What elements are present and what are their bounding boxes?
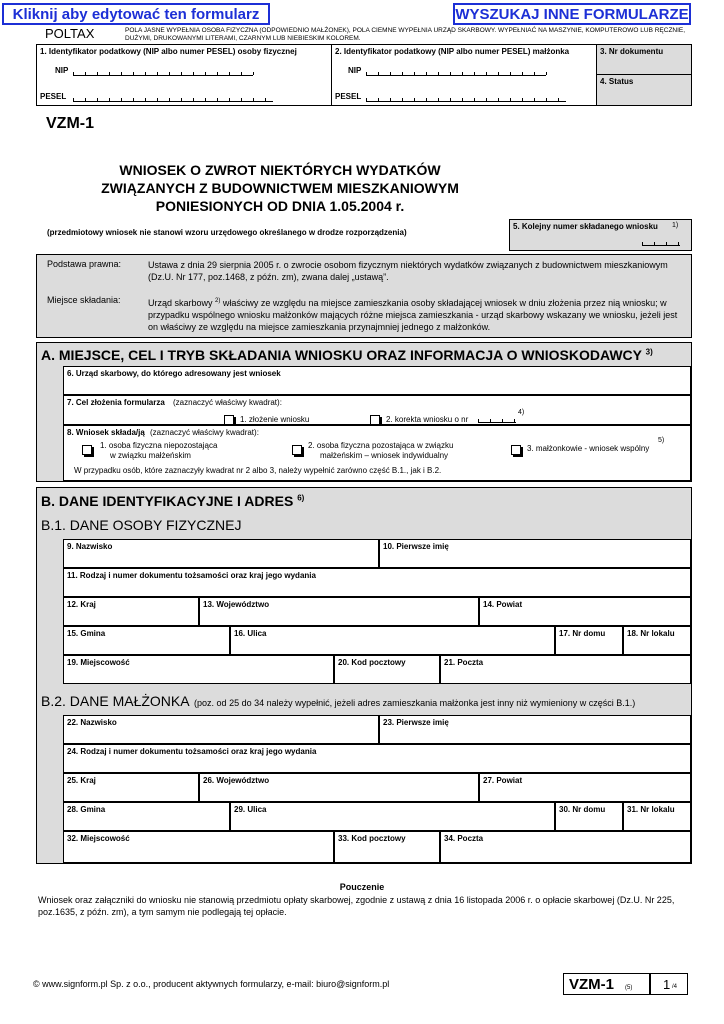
field-4-label: 4. Status: [600, 77, 634, 86]
field-28-label: 28. Gmina: [67, 805, 106, 814]
field-24-label: 24. Rodzaj i numer dokumentu tożsamości oraz kraj jego wydania: [67, 747, 317, 756]
comb-tick: [145, 72, 146, 75]
field-18-label: 18. Nr lokalu: [627, 629, 675, 638]
notice-text: Wniosek oraz załączniki do wniosku nie stanowią przedmiotu opłaty skarbowej, zgodnie z ustawą z dnia 16 listopada 2006 r. o opłacie skarbowej (Dz.U. Nr 225, poz.1635, z późn. zm), a tym samym nie podlegają tej opłacie.: [38, 895, 675, 917]
footer-code: VZM-1: [569, 976, 614, 993]
legal-basis-text: Ustawa z dnia 29 sierpnia 2005 r. o zwrocie osobom fizycznym niektórych wydatków związanych z budownictwem mieszkaniowym (Dz.U. Nr 177, poz.1468, z późn. zm), zwana dalej „ustawą”.: [148, 260, 668, 282]
field-26-cell[interactable]: [199, 773, 479, 802]
field-17-label: 17. Nr domu: [559, 629, 606, 638]
form-title: [60, 161, 500, 215]
field-12-cell[interactable]: [63, 597, 199, 626]
comb-tick: [654, 242, 655, 245]
comb-tick: [133, 72, 134, 75]
field-13-cell[interactable]: [199, 597, 479, 626]
field-30-cell[interactable]: [555, 802, 623, 831]
field-8-sup: 5): [658, 437, 665, 444]
place-sup: 2): [215, 298, 221, 304]
field-8-opt1-label: [100, 441, 217, 461]
field-8-opt1-checkbox[interactable]: [82, 441, 92, 459]
comb-tick: [678, 242, 679, 245]
pesel-input-2[interactable]: [366, 96, 566, 102]
field-18-cell[interactable]: [623, 626, 691, 655]
form-code: VZM-1: [46, 115, 94, 132]
search-forms-button[interactable]: WYSZUKAJ INNE FORMULARZE: [453, 3, 691, 25]
comb-tick: [73, 72, 74, 75]
field-33-cell[interactable]: [334, 831, 440, 863]
nip-label-2: NIP: [348, 66, 362, 75]
section-b-sup: 6): [297, 493, 305, 503]
field-5-sup: 1): [672, 222, 679, 229]
field-32-cell[interactable]: [63, 831, 334, 863]
field-16-label: 16. Ulica: [234, 629, 267, 638]
comb-tick: [514, 419, 515, 422]
section-b-title: [41, 493, 304, 509]
edit-form-button[interactable]: Kliknij aby edytować ten formularz: [2, 3, 270, 25]
comb-tick: [241, 98, 242, 101]
section-b2-title-text: B.2. DANE MAŁŻONKA: [41, 693, 190, 709]
field-8-opt2-line2: małżeńskim – wniosek indywidualny: [320, 451, 449, 460]
comb-tick: [205, 72, 206, 75]
section-a-title-text: A. MIEJSCE, CEL I TRYB SKŁADANIA WNIOSKU ORAZ INFORMACJA O WNIOSKODAWCY: [41, 347, 642, 363]
field-29-label: 29. Ulica: [234, 805, 267, 814]
field-25-cell[interactable]: [63, 773, 199, 802]
footer-copyright: © www.signform.pl Sp. z o.o., producent aktywnych formularzy, e-mail: biuro@signform.pl: [33, 979, 390, 989]
field-9-cell[interactable]: [63, 539, 379, 568]
field-8-cell: [63, 425, 691, 481]
field-31-cell[interactable]: [623, 802, 691, 831]
field-20-label: 20. Kod pocztowy: [338, 658, 406, 667]
field-7-cell: [63, 395, 691, 425]
field-5-label: 5. Kolejny numer składanego wniosku: [513, 222, 658, 231]
footer-code-box: [563, 973, 650, 995]
field-22-label: 22. Nazwisko: [67, 718, 117, 727]
comb-tick: [157, 72, 158, 75]
field-32-label: 32. Miejscowość: [67, 834, 130, 843]
comb-tick: [498, 98, 499, 101]
field-9-label: 9. Nazwisko: [67, 542, 113, 551]
field-17-cell[interactable]: [555, 626, 623, 655]
section-a-title: [41, 347, 653, 363]
place-label: Miejsce składania:: [47, 295, 121, 305]
pesel-label-2: PESEL: [335, 92, 362, 101]
field-15-label: 15. Gmina: [67, 629, 106, 638]
comb-tick: [478, 419, 479, 422]
field-8-opt1-line1: 1. osoba fizyczna niepozostająca: [100, 441, 218, 450]
comb-tick: [438, 98, 439, 101]
field-23-label: 23. Pierwsze imię: [383, 718, 449, 727]
section-b-title-text: B. DANE IDENTYFIKACYJNE I ADRES: [41, 493, 294, 509]
field-5-input[interactable]: [642, 240, 680, 246]
field-30-label: 30. Nr domu: [559, 805, 606, 814]
field-14-label: 14. Powiat: [483, 600, 523, 609]
legal-block: [36, 254, 692, 338]
field-8-note: W przypadku osób, które zaznaczyły kwadrat nr 2 albo 3, należy wypełnić zarówno część B.1., jak i B.2.: [74, 466, 442, 475]
field-8-opt3-label: 3. małżonkowie - wniosek wspólny: [527, 444, 650, 453]
comb-tick: [217, 98, 218, 101]
field-34-cell[interactable]: [440, 831, 691, 863]
field-31-label: 31. Nr lokalu: [627, 805, 675, 814]
field-8-opt2-line1: 2. osoba fizyczna pozostająca w związku: [308, 441, 454, 450]
section-b: [36, 487, 692, 864]
nip-input-1[interactable]: [73, 70, 253, 76]
field-6-cell[interactable]: [63, 366, 691, 395]
comb-tick: [169, 98, 170, 101]
comb-tick: [121, 72, 122, 75]
field-21-cell[interactable]: [440, 655, 691, 684]
footer-version: (5): [625, 985, 633, 991]
nip-input-2[interactable]: [366, 70, 546, 76]
comb-tick: [145, 98, 146, 101]
field-3-label: 3. Nr dokumentu: [600, 47, 664, 56]
comb-tick: [217, 72, 218, 75]
comb-tick: [265, 98, 266, 101]
field-11-cell[interactable]: [63, 568, 691, 597]
field-1-label: 1. Identyfikator podatkowy (NIP albo numer PESEL) osoby fizycznej: [40, 47, 297, 56]
comb-tick: [510, 72, 511, 75]
field-4-cell: [597, 75, 691, 105]
section-b2-note: (poz. od 25 do 34 należy wypełnić, jeżeli adres zamieszkania małżonka jest inny niż wymieniony w części B.1.): [194, 698, 636, 708]
field-2-label: 2. Identyfikator podatkowy (NIP albo numer PESEL) małżonka: [335, 47, 570, 56]
field-8-label: 8. Wniosek składa/ją: [67, 428, 145, 437]
field-6-label: 6. Urząd skarbowy, do którego adresowany jest wniosek: [67, 369, 281, 378]
field-21-label: 21. Poczta: [444, 658, 484, 667]
field-19-label: 19. Miejscowość: [67, 658, 130, 667]
comb-tick: [462, 72, 463, 75]
id-block: [36, 44, 692, 106]
field-28-cell[interactable]: [63, 802, 230, 831]
comb-tick: [486, 98, 487, 101]
field-29-cell[interactable]: [230, 802, 555, 831]
place-text-b: właściwy ze względu na miejsce zamieszkania osoby składającej wniosek w dniu złożenia przez nią wniosku; w przypadku wspólnego wniosku małżonków mających różne miejsca zamieszkania - urząd skarbowy wskazany we wniosku, jeżeli jest on właściwy ze względu na miejsce zamieszkania przynajmniej jednego z małżonków.: [148, 298, 678, 332]
field-27-label: 27. Powiat: [483, 776, 523, 785]
field-24-cell[interactable]: [63, 744, 691, 773]
comb-tick: [253, 72, 254, 75]
comb-tick: [502, 419, 503, 422]
footer-pages: /4: [672, 984, 678, 990]
comb-tick: [85, 72, 86, 75]
comb-tick: [181, 72, 182, 75]
field-8-opt1-line2: w związku małżeńskim: [110, 451, 191, 460]
field-22-cell[interactable]: [63, 715, 379, 744]
comb-tick: [97, 72, 98, 75]
brand-label: POLTAX: [45, 26, 95, 41]
field-14-cell[interactable]: [479, 597, 691, 626]
form-subtitle: (przedmiotowy wniosek nie stanowi wzoru urzędowego określanego w drodze rozporządzenia): [47, 228, 407, 237]
field-12-label: 12. Kraj: [67, 600, 96, 609]
field-34-label: 34. Poczta: [444, 834, 484, 843]
comb-tick: [522, 98, 523, 101]
title-line-2: ZWIĄZANYCH Z BUDOWNICTWEM MIESZKANIOWYM: [101, 180, 459, 196]
comb-tick: [450, 98, 451, 101]
comb-tick: [229, 72, 230, 75]
comb-tick: [510, 98, 511, 101]
comb-tick: [462, 98, 463, 101]
comb-tick: [366, 98, 367, 101]
nip-label-1: NIP: [55, 66, 69, 75]
field-7-opt2-label: 2. korekta wniosku o nr: [386, 415, 469, 424]
comb-tick: [390, 98, 391, 101]
place-text-a: Urząd skarbowy: [148, 298, 213, 308]
comb-tick: [193, 72, 194, 75]
field-3-cell: [597, 45, 691, 75]
comb-tick: [534, 72, 535, 75]
field-8-opt3-checkbox[interactable]: [511, 441, 521, 459]
comb-tick: [426, 98, 427, 101]
field-25-label: 25. Kraj: [67, 776, 96, 785]
field-8-opt2-label: [308, 441, 453, 461]
comb-tick: [366, 72, 367, 75]
comb-tick: [486, 72, 487, 75]
comb-tick: [109, 98, 110, 101]
field-7-number-input[interactable]: [478, 417, 516, 423]
place-text: [148, 295, 688, 333]
header-note: POLA JASNE WYPEŁNIA OSOBA FIZYCZNA (ODPOWIEDNIO MAŁŻONEK), POLA CIEMNE WYPEŁNIA URZĄD SKARBOWY. WYPEŁNIAĆ NA MASZYNIE, KOMPUTEROWO LUB RĘCZNIE, DUŻYMI, DRUKOWANYMI LITERAMI, CZARNYM LUB NIEBIESKIM KOLOREM.: [125, 27, 686, 42]
comb-tick: [390, 72, 391, 75]
field-7-hint: (zaznaczyć właściwy kwadrat):: [173, 398, 282, 407]
pesel-input-1[interactable]: [73, 96, 273, 102]
field-13-label: 13. Województwo: [203, 600, 270, 609]
comb-tick: [474, 98, 475, 101]
notice-title: Pouczenie: [339, 882, 385, 892]
comb-tick: [205, 98, 206, 101]
field-15-cell[interactable]: [63, 626, 230, 655]
field-27-cell[interactable]: [479, 773, 691, 802]
comb-tick: [169, 72, 170, 75]
field-20-cell[interactable]: [334, 655, 440, 684]
comb-tick: [109, 72, 110, 75]
footer-page: 1: [663, 977, 671, 992]
field-10-cell[interactable]: [379, 539, 691, 568]
comb-tick: [546, 72, 547, 75]
comb-tick: [414, 72, 415, 75]
section-a: [36, 342, 692, 482]
comb-tick: [85, 98, 86, 101]
field-5-cell: [509, 219, 692, 251]
field-8-hint: (zaznaczyć właściwy kwadrat):: [150, 428, 259, 437]
comb-tick: [402, 72, 403, 75]
comb-tick: [474, 72, 475, 75]
pesel-label-1: PESEL: [40, 92, 67, 101]
field-19-cell[interactable]: [63, 655, 334, 684]
field-16-cell[interactable]: [230, 626, 555, 655]
comb-tick: [666, 242, 667, 245]
comb-tick: [193, 98, 194, 101]
field-10-label: 10. Pierwsze imię: [383, 542, 449, 551]
field-8-opt2-checkbox[interactable]: [292, 441, 302, 459]
field-2-cell: [332, 45, 597, 105]
field-7-label: 7. Cel złożenia formularza: [67, 398, 165, 407]
field-23-cell[interactable]: [379, 715, 691, 744]
comb-tick: [133, 98, 134, 101]
comb-tick: [522, 72, 523, 75]
comb-tick: [73, 98, 74, 101]
comb-tick: [378, 98, 379, 101]
comb-tick: [229, 98, 230, 101]
comb-tick: [546, 98, 547, 101]
footer-page-box: [650, 973, 688, 995]
title-line-1: WNIOSEK O ZWROT NIEKTÓRYCH WYDATKÓW: [119, 162, 441, 178]
comb-tick: [438, 72, 439, 75]
legal-basis-label: Podstawa prawna:: [47, 259, 122, 269]
comb-tick: [450, 72, 451, 75]
comb-tick: [498, 72, 499, 75]
comb-tick: [378, 72, 379, 75]
section-a-sup: 3): [645, 347, 653, 357]
section-b1-title: B.1. DANE OSOBY FIZYCZNEJ: [41, 517, 242, 533]
comb-tick: [253, 98, 254, 101]
field-33-label: 33. Kod pocztowy: [338, 834, 406, 843]
comb-tick: [414, 98, 415, 101]
comb-tick: [534, 98, 535, 101]
comb-tick: [558, 98, 559, 101]
field-1-cell: [37, 45, 332, 105]
field-7-opt1-label: 1. złożenie wniosku: [240, 415, 310, 424]
field-7-sup: 4): [518, 409, 525, 416]
field-26-label: 26. Województwo: [203, 776, 270, 785]
comb-tick: [121, 98, 122, 101]
comb-tick: [402, 98, 403, 101]
comb-tick: [97, 98, 98, 101]
comb-tick: [426, 72, 427, 75]
comb-tick: [642, 242, 643, 245]
section-b2-title: [41, 693, 635, 711]
comb-tick: [241, 72, 242, 75]
comb-tick: [490, 419, 491, 422]
title-line-3: PONIESIONYCH OD DNIA 1.05.2004 r.: [155, 198, 405, 214]
field-11-label: 11. Rodzaj i numer dokumentu tożsamości oraz kraj jego wydania: [67, 571, 316, 580]
comb-tick: [157, 98, 158, 101]
comb-tick: [181, 98, 182, 101]
